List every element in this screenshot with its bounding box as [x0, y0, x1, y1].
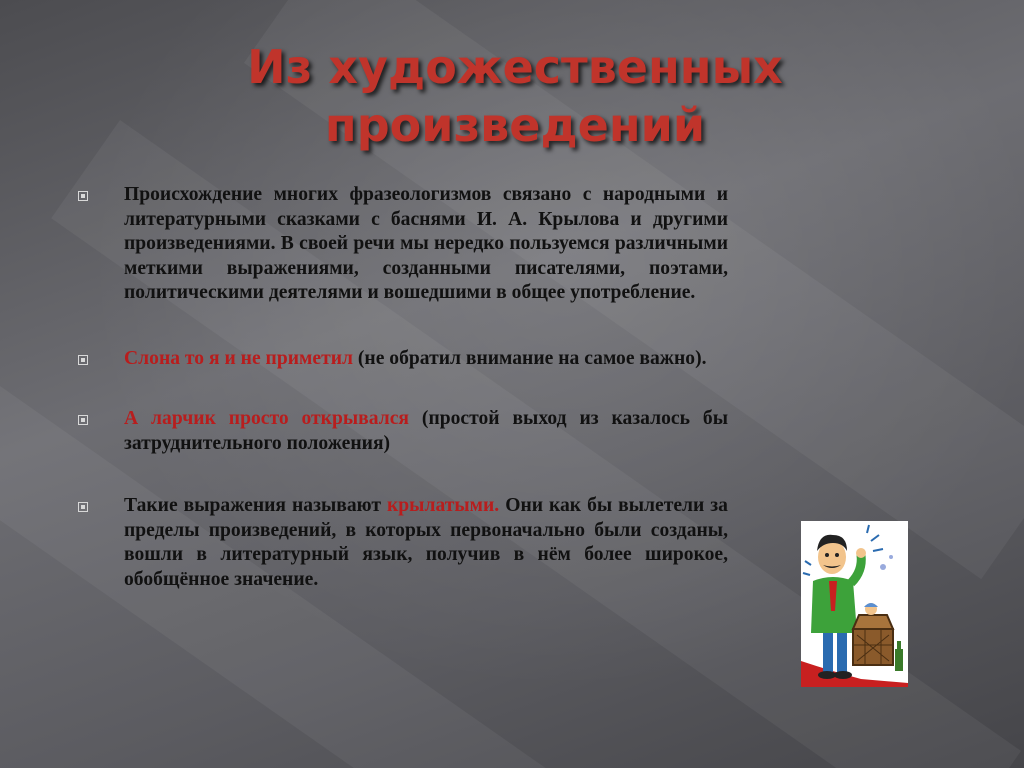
slide-title: Из художественных произведений: [247, 40, 783, 152]
square-bullet-icon: [78, 415, 88, 425]
item-text: [124, 407, 728, 456]
term-highlight: крылатыми.: [386, 495, 500, 516]
cartoon-illustration: [801, 521, 908, 687]
list-item: [78, 494, 728, 592]
cartoon-man-with-casket-icon: [801, 521, 908, 687]
item-text-before: Такие выражения называют: [124, 495, 387, 516]
item-text: [124, 494, 728, 592]
item-text-after: Они как бы вылетели за пределы произведений, в которых первоначально были созданы, вошли в литературный язык, получив в нём более широкое, обобщённое значение.: [124, 495, 728, 590]
square-bullet-icon: [78, 502, 88, 512]
bullet-list: [78, 183, 728, 592]
item-text: [124, 347, 728, 372]
list-item: [78, 407, 728, 456]
item-text: [124, 183, 728, 306]
phrase-highlight: А ларчик просто открывался: [124, 408, 410, 429]
list-item: [78, 347, 728, 372]
list-item: [78, 183, 728, 306]
square-bullet-icon: [78, 191, 88, 201]
phrase-explanation: (простой выход из казалось бы затруднительного положения): [124, 408, 728, 454]
phrase-highlight: Слона то я и не приметил: [124, 347, 353, 369]
square-bullet-icon: [78, 355, 88, 365]
item-text-body: Происхождение многих фразеологизмов связано с народными и литературными сказками с баснями И. А. Крылова и другими произведениями. В своей речи мы нередко пользуемся различными меткими выражениями, созданными писателями, поэтами, политическими деятелями и вошедшими в общее употребление.: [124, 184, 728, 303]
phrase-explanation: (не обратил внимание на самое важно).: [352, 347, 707, 369]
